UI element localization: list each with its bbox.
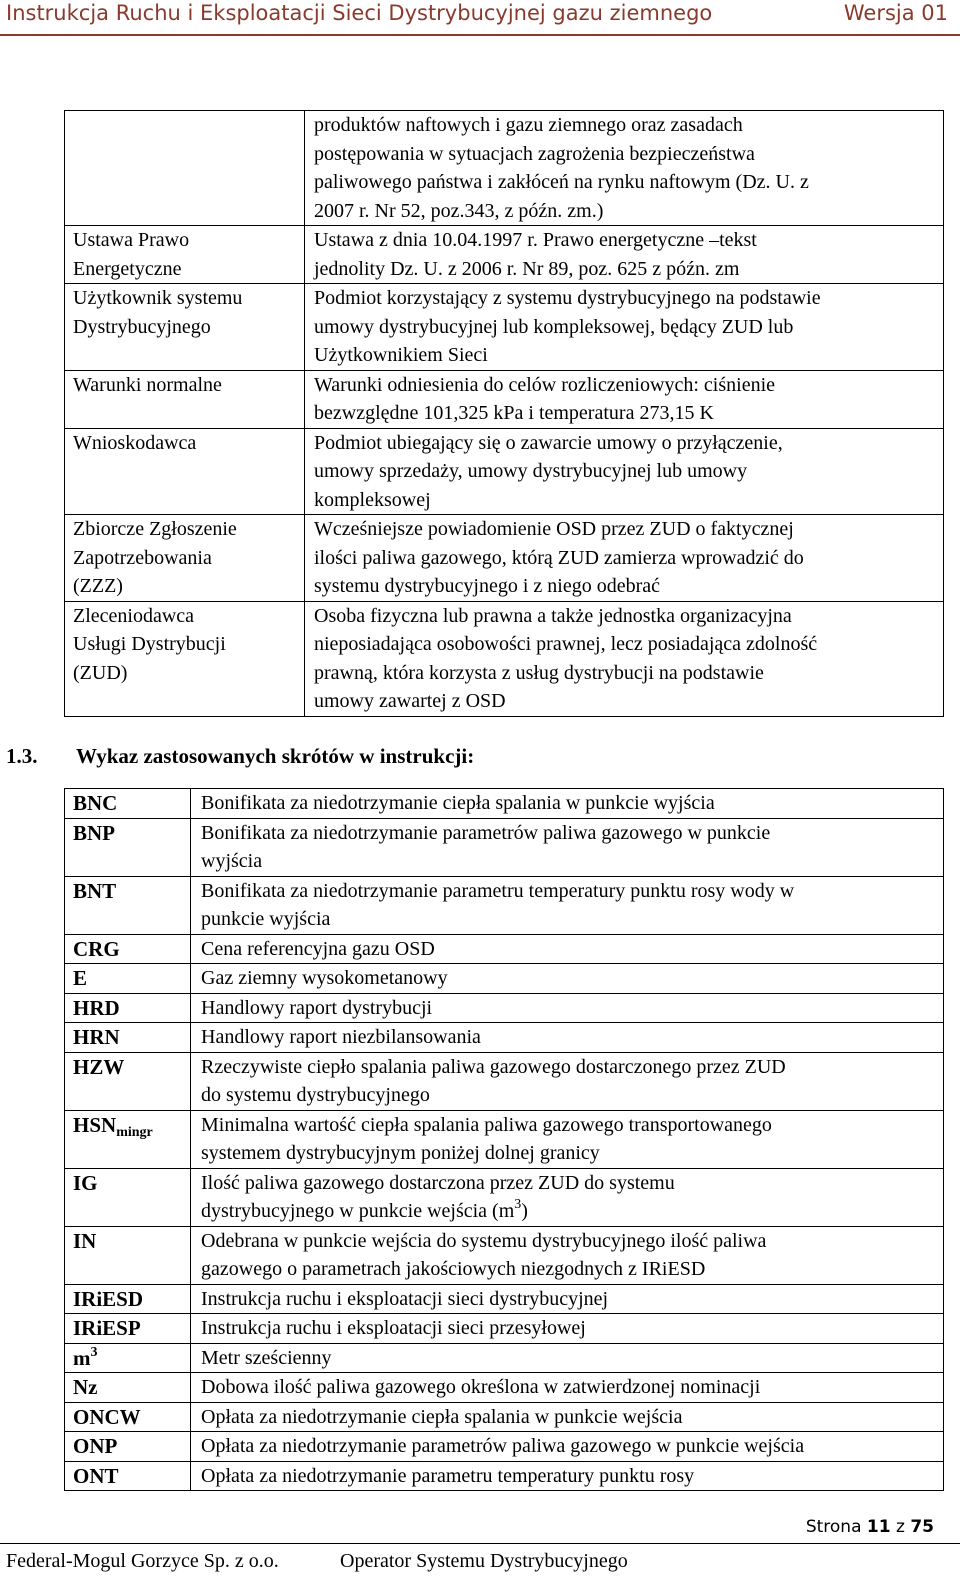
- definition-term: [65, 226, 305, 284]
- definition-term-line: (ZZZ): [73, 575, 123, 597]
- definition-row: [65, 370, 944, 428]
- abbreviation-code-text: CRG: [73, 936, 120, 961]
- abbreviation-code-text: IRiESP: [73, 1316, 141, 1340]
- page-total: 75: [910, 1517, 934, 1537]
- definition-term-line: Warunki normalne: [73, 373, 222, 396]
- definition-term: [65, 601, 305, 716]
- definition-line: systemu dystrybucyjnego i z niego odebrać: [314, 575, 661, 597]
- abbreviation-line: systemem dystrybucyjnym poniżej dolnej granicy: [201, 1142, 600, 1164]
- abbreviation-row: [65, 1432, 944, 1462]
- abbreviation-code: [65, 934, 191, 964]
- abbreviation-code-text: E: [73, 966, 88, 990]
- page-number: [806, 1517, 934, 1537]
- abbreviation-line: Opłata za niedotrzymanie ciepła spalania w punkcie wejścia: [201, 1405, 683, 1428]
- abbreviation-code-text: m: [73, 1345, 91, 1370]
- section-title: Wykaz zastosowanych skrótów w instrukcji:: [76, 744, 475, 768]
- abbreviation-code-text: IG: [73, 1170, 98, 1195]
- abbreviation-line: wyjścia: [201, 850, 263, 872]
- abbreviation-code-text: HRN: [73, 1025, 120, 1049]
- abbreviation-line: [201, 1197, 935, 1226]
- abbreviation-row: [65, 1110, 944, 1168]
- definition-row: [65, 601, 944, 716]
- definition-line: jednolity Dz. U. z 2006 r. Nr 89, poz. 625 z późn. zm: [314, 257, 740, 280]
- abbreviation-code: [65, 1402, 191, 1432]
- definition-text: [305, 601, 944, 716]
- definition-line: ilości paliwa gazowego, którą ZUD zamierza wprowadzić do: [314, 546, 804, 569]
- abbreviation-row: [65, 934, 944, 964]
- abbreviation-meaning: [191, 1402, 944, 1432]
- definition-line: postępowania w sytuacjach zagrożenia bezpieczeństwa: [314, 142, 755, 165]
- abbreviation-meaning: [191, 1284, 944, 1314]
- definition-term: [65, 111, 305, 226]
- header-rule: [0, 34, 960, 36]
- definition-term-line: Energetyczne: [73, 257, 182, 280]
- abbreviation-line: Instrukcja ruchu i eksploatacji sieci przesyłowej: [201, 1317, 586, 1339]
- definition-row: [65, 226, 944, 284]
- abbreviation-row: [65, 1226, 944, 1284]
- abbreviation-code: [65, 1373, 191, 1403]
- abbreviation-row: [65, 964, 944, 994]
- page-separator: z: [895, 1517, 905, 1537]
- abbreviations-table: [64, 788, 944, 1491]
- definition-line: Ustawa z dnia 10.04.1997 r. Prawo energetyczne –tekst: [314, 229, 757, 251]
- definition-line: 2007 r. Nr 52, poz.343, z późn. zm.): [314, 199, 604, 222]
- page-prefix: Strona: [805, 1517, 862, 1537]
- abbreviation-row: [65, 789, 944, 819]
- abbreviation-line-text: dystrybucyjnego w punkcie wejścia (m: [201, 1200, 515, 1222]
- abbreviation-line: Instrukcja ruchu i eksploatacji sieci dystrybucyjnej: [201, 1287, 609, 1310]
- definition-line: Osoba fizyczna lub prawna a także jednostka organizacyjna: [314, 604, 792, 627]
- abbreviation-line: Bonifikata za niedotrzymanie ciepła spalania w punkcie wyjścia: [201, 792, 715, 814]
- definition-term-line: Użytkownik systemu: [73, 287, 243, 309]
- abbreviation-meaning: [191, 1023, 944, 1053]
- definition-line: prawną, która korzysta z usług dystrybucji na podstawie: [314, 661, 764, 684]
- abbreviation-code: [65, 1343, 191, 1373]
- abbreviation-row: [65, 1284, 944, 1314]
- abbreviation-line: Handlowy raport dystrybucji: [201, 996, 433, 1019]
- definition-term-line: Ustawa Prawo: [73, 229, 190, 251]
- abbreviation-code: [65, 1284, 191, 1314]
- abbreviation-line: Dobowa ilość paliwa gazowego określona w zatwierdzonej nominacji: [201, 1376, 761, 1398]
- abbreviation-code-text: ONP: [73, 1434, 118, 1458]
- abbreviation-code: [65, 1168, 191, 1226]
- definition-line: umowy sprzedaży, umowy dystrybucyjnej lub umowy: [314, 460, 748, 482]
- abbreviation-meaning: [191, 1168, 944, 1226]
- definition-term-line: Zbiorcze Zgłoszenie: [73, 518, 237, 540]
- abbreviation-code: [65, 964, 191, 994]
- abbreviation-meaning: [191, 1343, 944, 1373]
- definition-term: [65, 428, 305, 515]
- definition-line: paliwowego państwa i zakłóceń na rynku naftowym (Dz. U. z: [314, 171, 809, 193]
- abbreviation-row: [65, 1023, 944, 1053]
- definition-term-line: Dystrybucyjnego: [73, 315, 211, 338]
- abbreviation-code-text: Nz: [73, 1375, 98, 1399]
- abbreviation-row: [65, 876, 944, 934]
- abbreviation-code: [65, 1023, 191, 1053]
- abbreviation-meaning: [191, 876, 944, 934]
- abbreviation-code: [65, 1314, 191, 1344]
- footer-rule: [0, 1543, 960, 1544]
- definition-line: kompleksowej: [314, 488, 431, 511]
- abbreviation-code: [65, 1052, 191, 1110]
- abbreviation-subscript: mingr: [116, 1124, 153, 1140]
- definition-row: [65, 515, 944, 602]
- definition-text: [305, 284, 944, 371]
- definition-term-line: Usługi Dystrybucji: [73, 633, 226, 655]
- abbreviation-row: [65, 1461, 944, 1491]
- abbreviation-line: Bonifikata za niedotrzymanie parametru temperatury punktu rosy wody w: [201, 879, 795, 902]
- abbreviation-line: Handlowy raport niezbilansowania: [201, 1026, 481, 1048]
- definition-text: [305, 370, 944, 428]
- abbreviation-code-text: BNP: [73, 820, 115, 845]
- definition-line: umowy zawartej z OSD: [314, 690, 506, 712]
- document-version: Wersja 01: [843, 1, 948, 25]
- definition-term: [65, 284, 305, 371]
- abbreviation-code-text: IRiESD: [73, 1286, 144, 1311]
- definition-row: [65, 284, 944, 371]
- abbreviation-meaning: [191, 1373, 944, 1403]
- definition-term-line: (ZUD): [73, 661, 128, 684]
- definition-line: Wcześniejsze powiadomienie OSD przez ZUD o faktycznej: [314, 518, 794, 540]
- abbreviation-line: Opłata za niedotrzymanie parametru temperatury punktu rosy: [201, 1464, 695, 1487]
- abbreviation-line: Ilość paliwa gazowego dostarczona przez ZUD do systemu: [201, 1171, 675, 1194]
- abbreviation-code-text: ONT: [73, 1463, 119, 1488]
- definition-text: [305, 226, 944, 284]
- abbreviation-line-tail: ): [521, 1200, 528, 1222]
- abbreviation-line: Gaz ziemny wysokometanowy: [201, 967, 448, 989]
- definition-row: [65, 428, 944, 515]
- page-current: 11: [866, 1517, 891, 1537]
- abbreviation-code: [65, 1461, 191, 1491]
- abbreviation-code-text: BNC: [73, 791, 118, 815]
- abbreviation-meaning: [191, 1110, 944, 1168]
- abbreviation-meaning: [191, 1052, 944, 1110]
- definition-text: [305, 428, 944, 515]
- abbreviation-line: Opłata za niedotrzymanie parametrów paliwa gazowego w punkcie wejścia: [201, 1435, 805, 1457]
- abbreviation-code-text: BNT: [73, 878, 117, 903]
- page-header: [0, 0, 960, 34]
- abbreviation-superscript: 3: [90, 1344, 98, 1360]
- definition-row: [65, 111, 944, 226]
- unit-superscript: 3: [514, 1197, 522, 1212]
- footer-company: Federal-Mogul Gorzyce Sp. z o.o.: [6, 1550, 279, 1572]
- abbreviation-line: Bonifikata za niedotrzymanie parametrów paliwa gazowego w punkcie: [201, 821, 771, 844]
- section-heading: [6, 744, 474, 769]
- definition-line: Użytkownikiem Sieci: [314, 344, 488, 366]
- definition-term-line: Wnioskodawca: [73, 431, 197, 454]
- definition-line: Warunki odniesienia do celów rozliczeniowych: ciśnienie: [314, 373, 776, 396]
- abbreviation-line: Rzeczywiste ciepło spalania paliwa gazowego dostarczonego przez ZUD: [201, 1055, 786, 1078]
- abbreviation-code: [65, 1226, 191, 1284]
- definition-line: nieposiadająca osobowości prawnej, lecz posiadająca zdolność: [314, 633, 818, 655]
- abbreviation-line: gazowego o parametrach jakościowych niezgodnych z IRiESD: [201, 1258, 706, 1280]
- definition-text: [305, 515, 944, 602]
- abbreviation-row: [65, 1343, 944, 1373]
- definition-line: umowy dystrybucyjnej lub kompleksowej, będący ZUD lub: [314, 315, 794, 338]
- abbreviation-row: [65, 1402, 944, 1432]
- abbreviation-row: [65, 1314, 944, 1344]
- abbreviation-row: [65, 1168, 944, 1226]
- abbreviation-meaning: [191, 789, 944, 819]
- definition-line: Podmiot korzystający z systemu dystrybucyjnego na podstawie: [314, 287, 821, 309]
- abbreviation-code-text: HZW: [73, 1054, 125, 1079]
- abbreviation-meaning: [191, 1314, 944, 1344]
- section-number: 1.3.: [6, 744, 38, 768]
- abbreviation-meaning: [191, 1226, 944, 1284]
- abbreviation-line: do systemu dystrybucyjnego: [201, 1084, 430, 1106]
- abbreviation-row: [65, 1052, 944, 1110]
- abbreviation-line: Odebrana w punkcie wejścia do systemu dystrybucyjnego ilość paliwa: [201, 1229, 767, 1252]
- abbreviation-code-text: HSN: [73, 1112, 117, 1137]
- abbreviation-line: Minimalna wartość ciepła spalania paliwa gazowego transportowanego: [201, 1113, 772, 1136]
- document-title: Instrukcja Ruchu i Eksploatacji Sieci Dystrybucyjnej gazu ziemnego: [6, 1, 713, 25]
- abbreviation-meaning: [191, 818, 944, 876]
- abbreviation-code-text: ONCW: [73, 1404, 141, 1429]
- abbreviation-meaning: [191, 993, 944, 1023]
- definitions-table: [64, 110, 944, 717]
- definition-term-line: Zapotrzebowania: [73, 546, 212, 569]
- definition-term: [65, 370, 305, 428]
- abbreviation-row: [65, 1373, 944, 1403]
- abbreviation-meaning: [191, 964, 944, 994]
- definition-term-line: Zleceniodawca: [73, 604, 195, 627]
- definition-line: Podmiot ubiegający się o zawarcie umowy o przyłączenie,: [314, 431, 783, 454]
- definition-text: [305, 111, 944, 226]
- abbreviation-meaning: [191, 1432, 944, 1462]
- abbreviation-meaning: [191, 1461, 944, 1491]
- abbreviation-code: [65, 876, 191, 934]
- abbreviation-code-text: HRD: [73, 995, 120, 1020]
- abbreviation-row: [65, 818, 944, 876]
- abbreviation-code: [65, 1110, 191, 1168]
- abbreviation-code: [65, 993, 191, 1023]
- abbreviation-meaning: [191, 934, 944, 964]
- abbreviation-line: Metr sześcienny: [201, 1346, 332, 1369]
- abbreviation-row: [65, 993, 944, 1023]
- abbreviation-code: [65, 818, 191, 876]
- definition-line: produktów naftowych i gazu ziemnego oraz zasadach: [314, 114, 743, 136]
- abbreviation-code: [65, 1432, 191, 1462]
- footer-operator: Operator Systemu Dystrybucyjnego: [340, 1550, 628, 1572]
- abbreviation-line: punkcie wyjścia: [201, 908, 331, 930]
- abbreviation-line: Cena referencyjna gazu OSD: [201, 937, 435, 960]
- definition-line: bezwzględne 101,325 kPa i temperatura 273,15 K: [314, 402, 714, 424]
- abbreviation-code-text: IN: [73, 1228, 97, 1253]
- definition-term: [65, 515, 305, 602]
- abbreviation-code: [65, 789, 191, 819]
